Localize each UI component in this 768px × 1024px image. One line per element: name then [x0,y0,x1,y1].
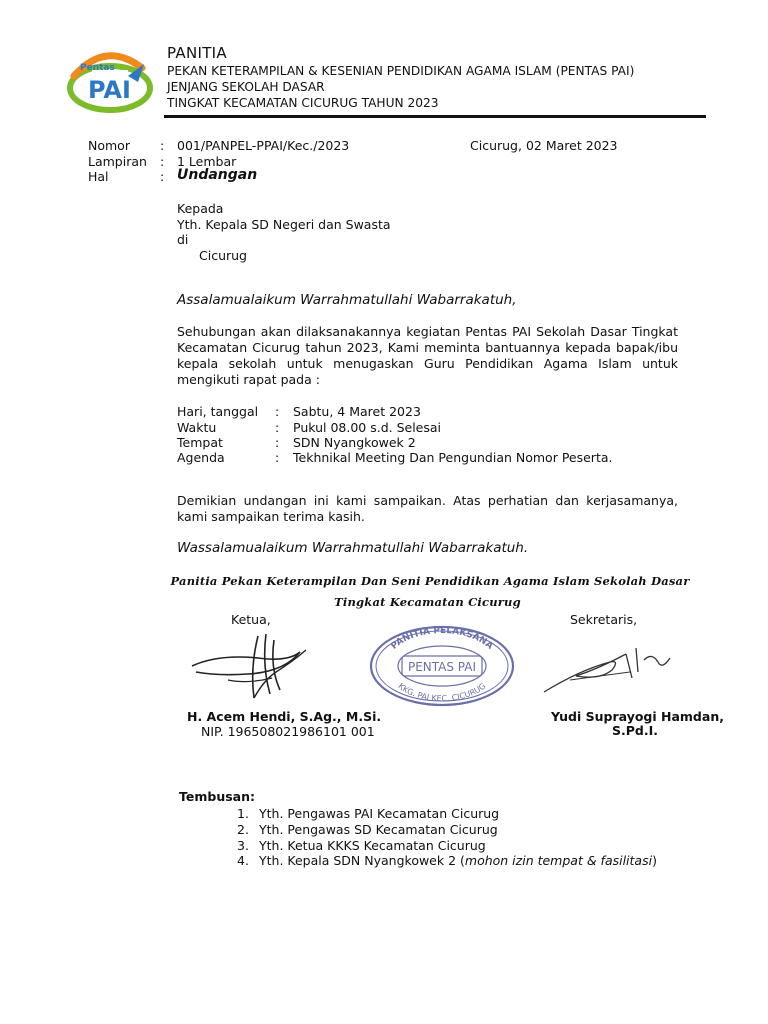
recipient-line-1: Kepada [177,201,224,216]
lampiran-label: Lampiran [88,154,147,169]
sekretaris-name: Yudi Suprayogi Hamdan, [551,709,724,724]
recipient-line-2: Yth. Kepala SD Negeri dan Swasta [177,217,391,232]
ketua-name: H. Acem Hendi, S.Ag., M.Si. [187,709,382,724]
svg-text:PENTAS PAI: PENTAS PAI [407,660,477,674]
detail-label: Waktu [177,420,217,435]
header-line-2: JENJANG SEKOLAH DASAR [167,80,325,94]
tembusan-item-number: 4. [237,853,249,868]
nomor-value: 001/PANPEL-PPAI/Kec./2023 [177,138,350,153]
nomor-label: Nomor [88,138,130,153]
recipient-line-3: di [177,232,189,247]
ketua-role: Ketua, [231,612,271,627]
tembusan-item-note: mohon izin tempat & fasilitasi [464,853,653,868]
committee-line-2: Tingkat Kecamatan Cicurug [334,595,521,609]
recipient-line-4: Cicurug [199,248,247,263]
lampiran-value: 1 Lembar [177,154,237,169]
hal-colon: : [160,169,165,184]
tembusan-item-text: Yth. Pengawas PAI Kecamatan Cicurug [259,806,500,821]
paragraph-1: Sehubungan akan dilaksanakannya kegiatan Pentas PAI Sekolah Dasar Tingkat Kecamatan Cicurug tahun 2023, Kami meminta bantuannya kepada bapak/ibu kepala sekolah untuk menugaskan Guru Pendidikan Agama Islam untuk mengikuti rapat pada : [177,324,678,387]
detail-value: SDN Nyangkowek 2 [293,435,416,450]
sekretaris-signature [540,640,690,700]
sekretaris-role: Sekretaris, [570,612,638,627]
header-line-3: TINGKAT KECAMATAN CICURUG TAHUN 2023 [167,96,439,110]
detail-colon: : [275,420,280,435]
detail-colon: : [275,450,280,465]
detail-label: Agenda [177,450,225,465]
greeting: Assalamualaikum Warrahmatullahi Wabarrakatuh, [177,292,517,308]
place-date: Cicurug, 02 Maret 2023 [470,138,618,153]
header-rule [164,115,706,118]
tembusan-item-text: Yth. Kepala SDN Nyangkowek 2 ( [259,853,465,868]
tembusan-item-number: 3. [237,838,249,853]
ketua-nip: NIP. 196508021986101 001 [201,724,375,739]
svg-text:PANITIA PELAKSANA: PANITIA PELAKSANA [389,625,495,652]
header-title: PANITIA [167,44,227,62]
svg-text:KKG. PAI KEC. CICURUG: KKG. PAI KEC. CICURUG [396,681,488,704]
tembusan-item-number: 1. [237,806,249,821]
detail-label: Tempat [177,435,223,450]
tembusan-item-close: ) [652,853,657,868]
lampiran-colon: : [160,154,165,169]
tembusan-item-number: 2. [237,822,249,837]
detail-value: Tekhnikal Meeting Dan Pengundian Nomor Peserta. [293,450,613,465]
pentas-pai-logo [66,46,162,116]
committee-line-1: Panitia Pekan Keterampilan Dan Seni Pendidikan Agama Islam Sekolah Dasar [170,574,690,588]
tembusan-item-text: Yth. Ketua KKKS Kecamatan Cicurug [259,838,486,853]
nomor-colon: : [160,138,165,153]
header-line-1: PEKAN KETERAMPILAN & KESENIAN PENDIDIKAN AGAMA ISLAM (PENTAS PAI) [167,64,635,78]
detail-colon: : [275,404,280,419]
closing: Wassalamualaikum Warrahmatullahi Wabarrakatuh. [177,540,529,556]
svg-text:Pentas: Pentas [80,63,115,73]
tembusan-item-text: Yth. Pengawas SD Kecamatan Cicurug [259,822,498,837]
hal-label: Hal [88,169,109,184]
committee-stamp [368,623,516,707]
tembusan-item-4 [259,853,657,868]
detail-label: Hari, tanggal [177,404,259,419]
detail-value: Pukul 08.00 s.d. Selesai [293,420,442,435]
svg-text:PAI: PAI [88,76,131,104]
detail-colon: : [275,435,280,450]
sekretaris-degree: S.Pd.I. [612,723,659,738]
tembusan-title: Tembusan: [179,789,255,804]
detail-value: Sabtu, 4 Maret 2023 [293,404,421,419]
paragraph-2: Demikian undangan ini kami sampaikan. Atas perhatian dan kerjasamanya, kami sampaikan terima kasih. [177,493,678,524]
hal-value: Undangan [177,167,258,183]
ketua-signature [188,628,313,704]
